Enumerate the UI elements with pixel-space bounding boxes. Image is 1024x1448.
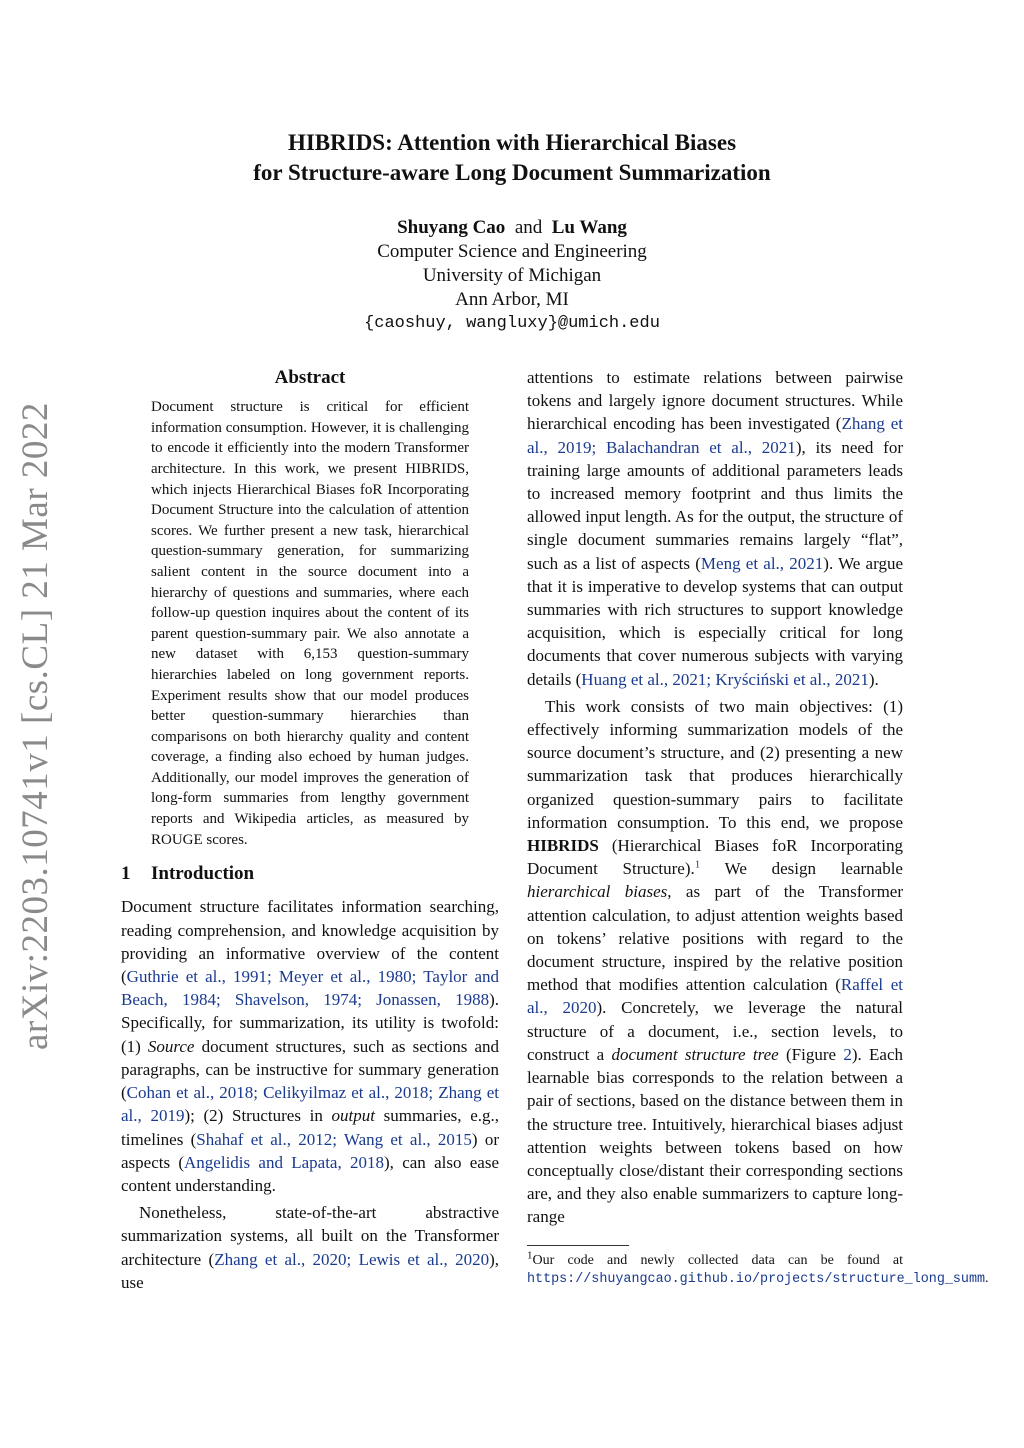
author-names — [0, 216, 1024, 240]
author-block — [0, 216, 1024, 336]
right-column — [527, 366, 989, 1289]
citation-link[interactable]: Raffel et al., 2020 — [527, 975, 904, 1018]
title-line-1: HIBRIDS: Attention with Hierarchical Biases — [287, 130, 737, 155]
intro-paragraph-2: Nonetheless, state-of-the-art abstractive summarization systems, all built on the Transformer architecture (Zhang et al., 2020; Lewis et al., 2020), use — [121, 1203, 499, 1292]
section-title: Introduction — [151, 863, 255, 885]
section-number: 1 — [121, 863, 131, 885]
affiliation-univ: University of Michigan — [422, 265, 602, 286]
citation-link[interactable]: Angelidis and Lapata, 2018 — [184, 1152, 385, 1172]
citation-link[interactable]: Cohan et al., 2018; Celikyilmaz et al., 2018; Zhang et al., 2019 — [121, 1083, 499, 1126]
footnote-divider — [527, 1245, 629, 1246]
footnote-url-link[interactable]: https://shuyangcao.github.io/projects/structure_long_summ — [527, 1271, 986, 1287]
footnote-number: 1 — [527, 1248, 533, 1261]
footnote-1: $^1$Our code and newly collected data can be found at https://shuyangcao.github.io/projects/structure_long_summ. — [527, 1248, 989, 1287]
citation-link[interactable]: Shahaf et al., 2012; Wang et al., 2015 — [196, 1129, 472, 1149]
abstract-heading: Abstract — [274, 367, 346, 388]
affiliation-city: Ann Arbor, MI — [455, 289, 569, 310]
intro-paragraph-3: This work consists of two main objectives: (1) effectively informing summarization models of the source document’s structure, and (2) presenting a new summarization task that produces hierarchically organized question-summary pairs to facilitate information consumption. To this end, we propose HIBRIDS (Hierarchical Biases foR Incorporating Document Structure).$^1$ We design learnable hierarchical biases, as part of the Transformer attention calculation, to adjust attention weights based on tokens’ relative positions with regard to the document structure, inspired by the relative position method that modifies attention calculation (Raffel et al., 2020). Concretely, we leverage the natural structure of a document, i.e., section levels, to construct a document structure tree (Figure 2). Each learnable bias corresponds to the relation between a pair of sections, based on the distance between them in the structure tree. Intuitively, hierarchical biases adjust attention weights between tokens based on how conceptually close/distant their corresponding sections are, and they also enable summarizers to capture long-range — [527, 696, 904, 1227]
citation-link[interactable]: Meng et al., 2021 — [700, 553, 824, 573]
affiliation-dept: Computer Science and Engineering — [377, 241, 647, 262]
citation-link[interactable]: Guthrie et al., 1991; Meyer et al., 1980; Taylor and Beach, 1984; Shavelson, 1974; Jonassen, 1988 — [121, 967, 499, 1010]
paper-header — [0, 128, 1024, 336]
citation-link[interactable]: Zhang et al., 2019; Balachandran et al., 2021 — [527, 414, 904, 457]
author-and: and — [514, 217, 543, 238]
section-heading-introduction — [121, 862, 499, 885]
author-email: {caoshuy, wangluxy}@umich.edu — [364, 314, 660, 333]
citation-link[interactable]: Zhang et al., 2020; Lewis et al., 2020 — [214, 1249, 490, 1269]
citation-link[interactable]: Huang et al., 2021; Kryściński et al., 2021 — [581, 669, 869, 689]
paper-title — [0, 128, 1024, 188]
left-column — [121, 366, 499, 1294]
title-line-2: for Structure-aware Long Document Summarization — [253, 160, 771, 185]
author-2: Lu Wang — [551, 217, 627, 238]
figure-reference[interactable]: 2 — [843, 1044, 852, 1064]
abstract-text: Document structure is critical for efficient information consumption. However, it is challenging to encode it efficiently into the modern Transformer architecture. In this work, we present HIBRIDS, which injects Hierarchical Biases foR Incorporating Document Structure into the calculation of attention scores. We further present a new task, hierarchical question-summary generation, for summarizing salient content in the source document into a hierarchy of questions and summaries, where each follow-up question inquires about the content of its parent question-summary pair. We also annotate a new dataset with 6,153 question-summary hierarchies labeled on long government reports. Experiment results show that our model produces better question-summary hierarchies than comparisons on both hierarchy quality and content coverage, a finding also echoed by human judges. Additionally, our model improves the generation of long-form summaries from lengthy government reports and Wikipedia articles, as measured by ROUGE scores. — [151, 399, 469, 848]
footnote-marker[interactable]: 1 — [694, 858, 701, 871]
intro-paragraph-2-continued: attentions to estimate relations between pairwise tokens and largely ignore document structures. While hierarchical encoding has been investigated (Zhang et al., 2019; Balachandran et al., 2021), its need for training large amounts of additional parameters leads to increased memory footprint and thus limits the allowed input length. As for the output, the structure of single document summaries remains largely “flat”, such as a list of aspects (Meng et al., 2021). We argue that it is imperative to develop systems that can output summaries with rich structures to support knowledge acquisition, which is especially critical for long documents that cover numerous subjects with varying details (Huang et al., 2021; Kryściński et al., 2021). — [527, 368, 904, 689]
intro-paragraph-1: Document structure facilitates information searching, reading comprehension, and knowledge acquisition by providing an informative overview of the content (Guthrie et al., 1991; Meyer et al., 1980; Taylor and Beach, 1984; Shavelson, 1974; Jonassen, 1988). Specifically, for summarization, its utility is twofold: (1) Source document structures, such as sections and paragraphs, can be instructive for summary generation (Cohan et al., 2018; Celikyilmaz et al., 2018; Zhang et al., 2019); (2) Structures in output summaries, e.g., timelines (Shahaf et al., 2012; Wang et al., 2015) or aspects (Angelidis and Lapata, 2018), can also ease content understanding. — [121, 897, 499, 1195]
arxiv-stamp: arXiv:2203.10741v1 [cs.CL] 21 Mar 2022 — [15, 402, 56, 1050]
author-1: Shuyang Cao — [397, 217, 506, 238]
